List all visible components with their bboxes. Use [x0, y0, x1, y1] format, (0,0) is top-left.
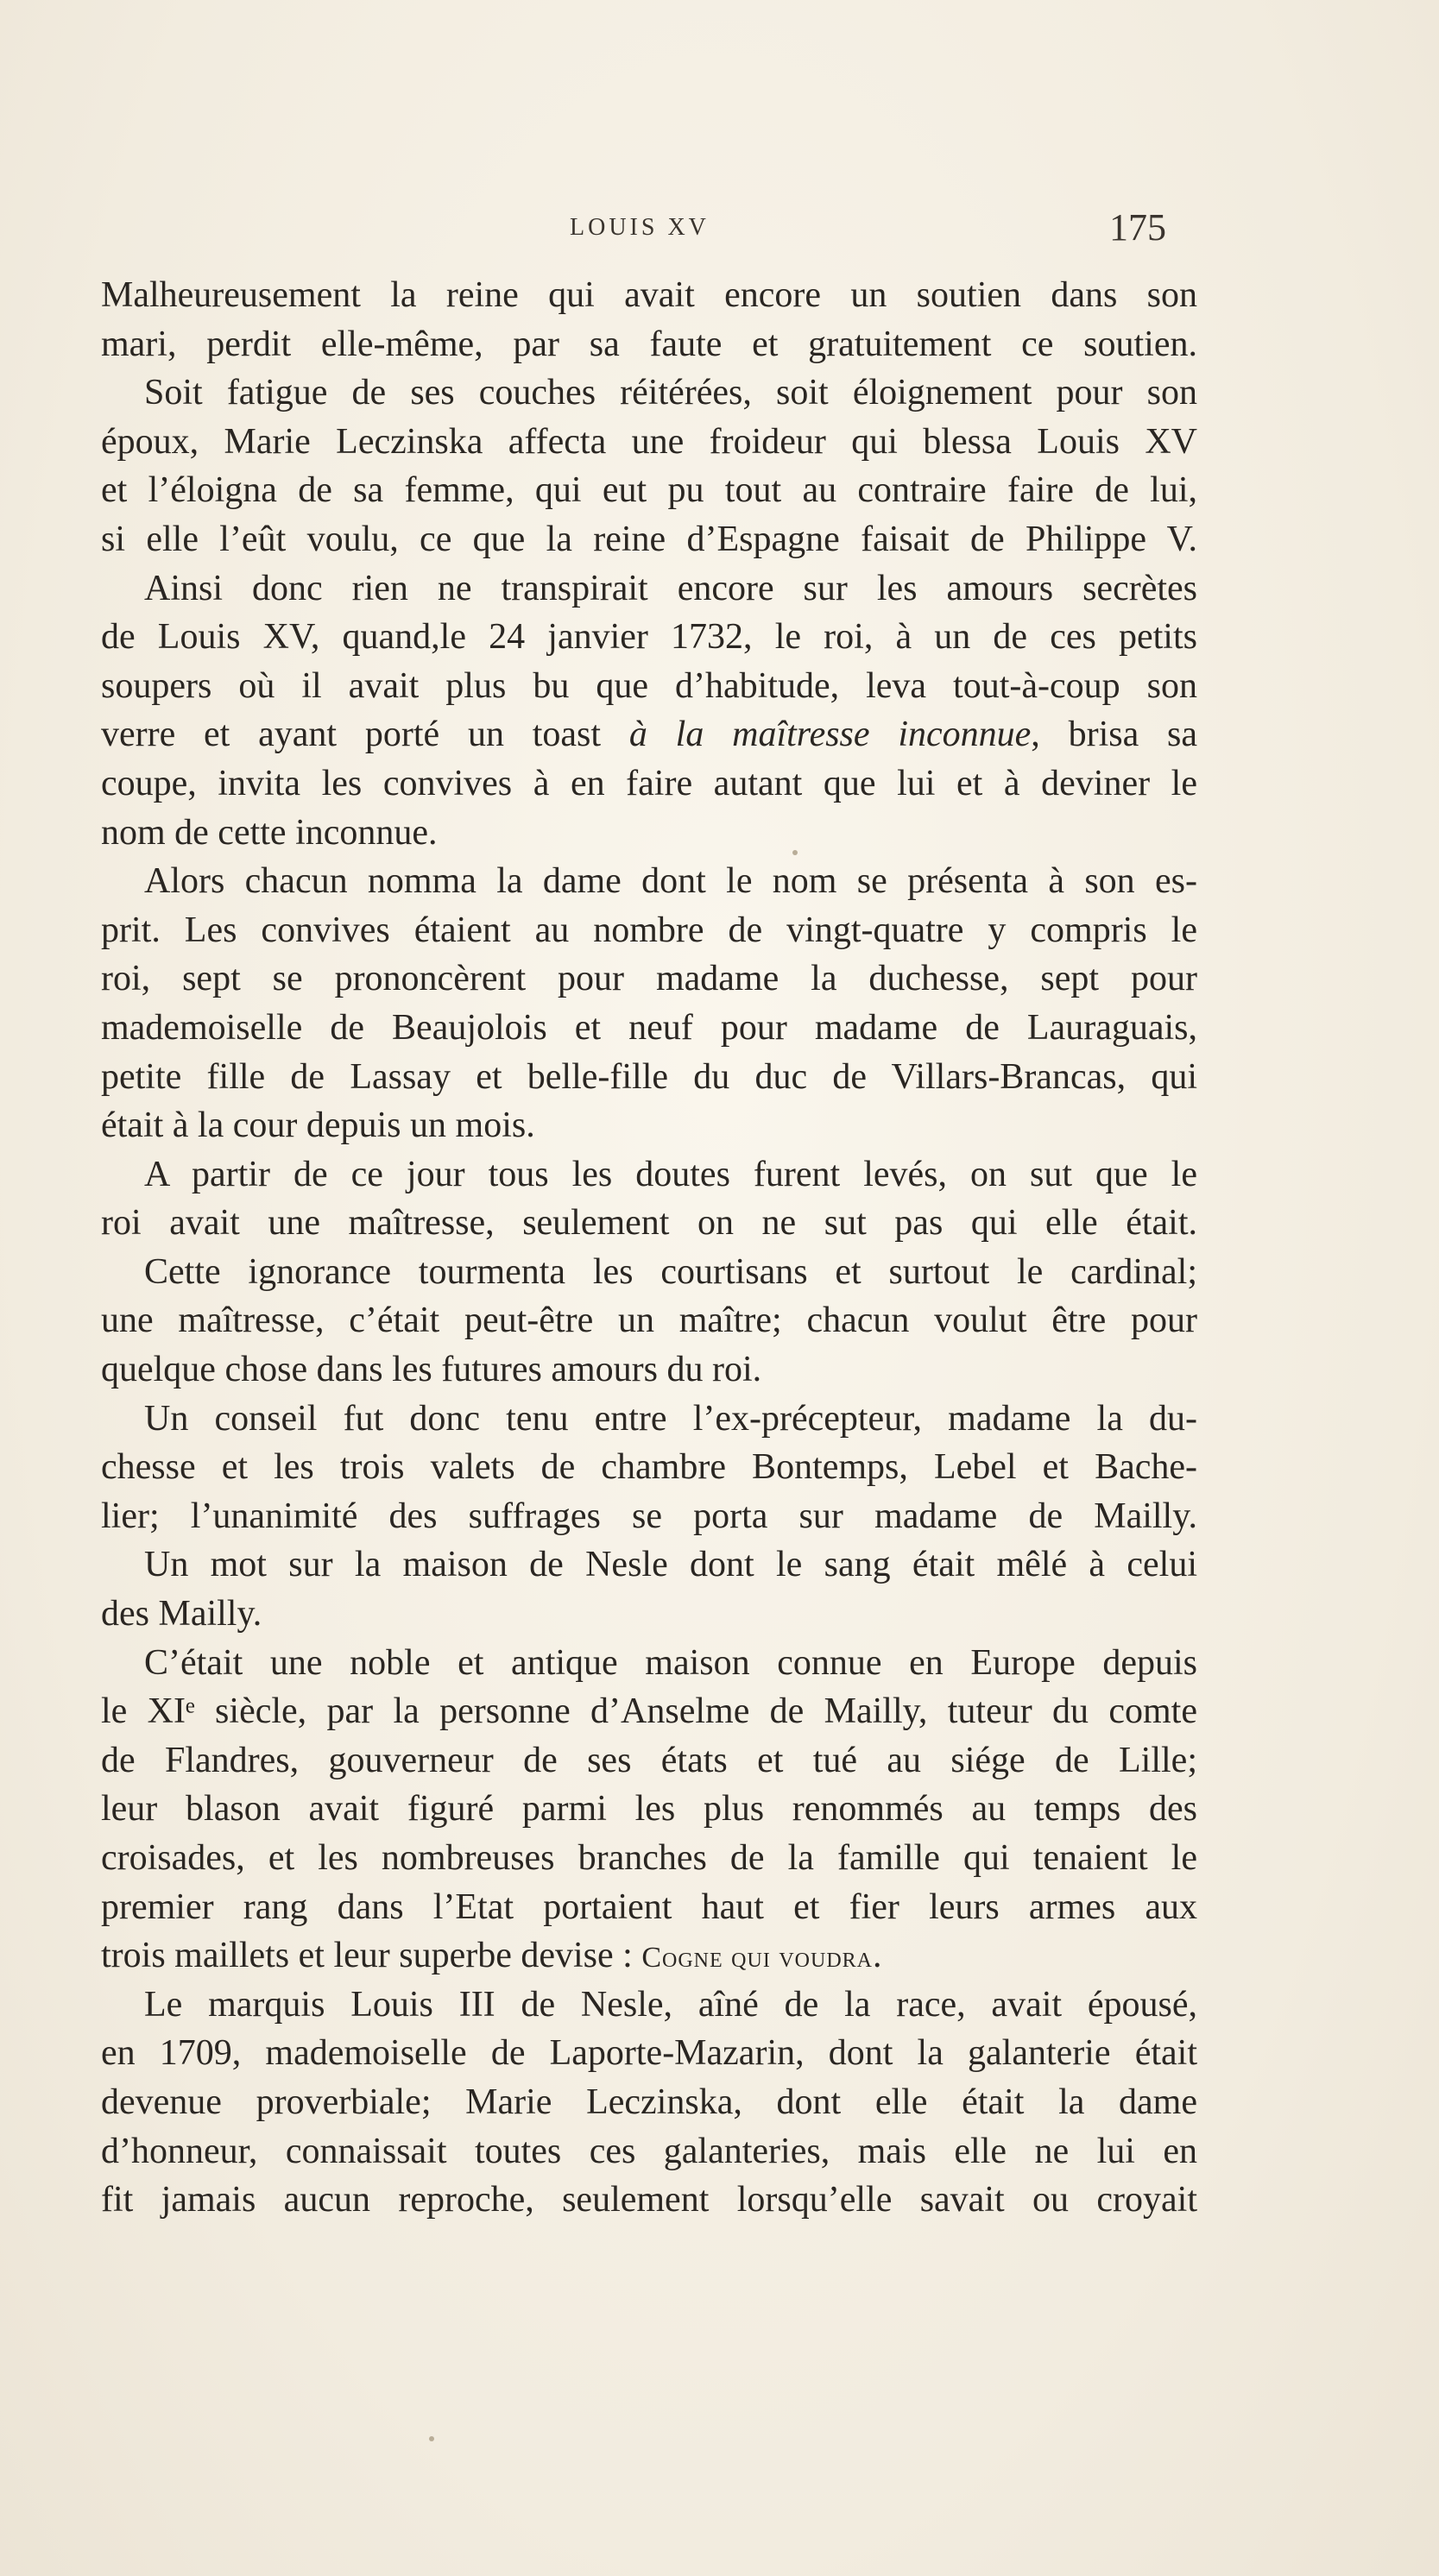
- text-line: quelque chose dans les futures amours du roi.: [101, 1350, 762, 1390]
- text-segment: verre et ayant porté un toast: [101, 715, 629, 755]
- text-line: Un conseil fut donc tenu entre l’ex-précepteur, madame la du-: [144, 1398, 1197, 1439]
- italic-phrase: à la maîtresse inconnue: [628, 715, 1032, 755]
- paper-speck: [792, 850, 798, 855]
- text-line: roi, sept se prononcèrent pour madame la duchesse, sept pour: [101, 959, 1197, 999]
- body-text: [101, 271, 1197, 2225]
- text-line: chesse et les trois valets de chambre Bontemps, Lebel et Bache-: [101, 1447, 1197, 1488]
- paper-speck: [429, 2436, 434, 2441]
- text-line: et l’éloigna de sa femme, qui eut pu tout au contraire faire de lui,: [101, 470, 1197, 511]
- text-line: fit jamais aucun reproche, seulement lorsqu’elle savait ou croyait: [101, 2180, 1197, 2220]
- text-line: Cette ignorance tourmenta les courtisans et surtout le cardinal;: [144, 1251, 1197, 1292]
- text-line: A partir de ce jour tous les doutes furent levés, on sut que le: [144, 1154, 1197, 1194]
- text-line: Le marquis Louis III de Nesle, aîné de la race, avait épousé,: [144, 1984, 1197, 2025]
- text-line: était à la cour depuis un mois.: [101, 1105, 535, 1146]
- text-line: mari, perdit elle-même, par sa faute et gratuitement ce soutien.: [101, 324, 1197, 364]
- text-line: de Louis XV, quand,le 24 janvier 1732, le roi, à un de ces petits: [101, 617, 1197, 658]
- text-line: lier; l’unanimité des suffrages se porta sur madame de Mailly.: [101, 1496, 1197, 1536]
- text-line: nom de cette inconnue.: [101, 812, 438, 853]
- text-line: Soit fatigue de ses couches réitérées, soit éloignement pour son: [144, 373, 1197, 413]
- text-line: Alors chacun nomma la dame dont le nom se présenta à son es-: [144, 861, 1197, 902]
- text-line: Malheureusement la reine qui avait encore un soutien dans son: [101, 275, 1197, 315]
- text-line: si elle l’eût voulu, ce que la reine d’Espagne faisait de Philippe V.: [101, 519, 1197, 559]
- text-segment: trois maillets et leur superbe devise :: [101, 1936, 642, 1976]
- text-line: mademoiselle de Beaujolois et neuf pour madame de Lauraguais,: [101, 1007, 1197, 1048]
- text-line: [101, 710, 1197, 759]
- text-line: croisades, et les nombreuses branches de la famille qui tenaient le: [101, 1838, 1197, 1878]
- text-line: premier rang dans l’Etat portaient haut et fier leurs armes aux: [101, 1886, 1197, 1927]
- text-line: soupers où il avait plus bu que d’habitude, leva tout-à-coup son: [101, 665, 1197, 706]
- text-line: le XIᵉ siècle, par la personne d’Anselme de Mailly, tuteur du comte: [101, 1691, 1197, 1732]
- text-line: [101, 1931, 1197, 1981]
- text-line: C’était une noble et antique maison connue en Europe depuis: [144, 1642, 1197, 1683]
- text-line: une maîtresse, c’était peut-être un maître; chacun voulut être pour: [101, 1301, 1197, 1341]
- text-line: de Flandres, gouverneur de ses états et tué au siége de Lille;: [101, 1740, 1197, 1780]
- text-line: Ainsi donc rien ne transpirait encore sur les amours secrètes: [144, 568, 1197, 608]
- text-segment: .: [873, 1936, 882, 1976]
- motto: Cogne qui voudra: [641, 1942, 874, 1975]
- text-line: petite fille de Lassay et belle-fille du duc de Villars-Brancas, qui: [101, 1056, 1197, 1097]
- running-title: LOUIS XV: [570, 214, 710, 241]
- text-line: d’honneur, connaissait toutes ces galanteries, mais elle ne lui en: [101, 2131, 1197, 2171]
- text-line: époux, Marie Leczinska affecta une froideur qui blessa Louis XV: [101, 421, 1197, 462]
- text-line: coupe, invita les convives à en faire autant que lui et à deviner le: [101, 763, 1197, 803]
- running-head: [0, 205, 1439, 257]
- text-line: prit. Les convives étaient au nombre de vingt-quatre y compris le: [101, 910, 1197, 950]
- text-line: roi avait une maîtresse, seulement on ne sut pas qui elle était.: [101, 1203, 1197, 1244]
- text-line: en 1709, mademoiselle de Laporte-Mazarin, dont la galanterie était: [101, 2033, 1197, 2074]
- text-line: devenue proverbiale; Marie Leczinska, dont elle était la dame: [101, 2082, 1197, 2122]
- page-number: 175: [1109, 206, 1166, 249]
- text-line: leur blason avait figuré parmi les plus renommés au temps des: [101, 1789, 1197, 1830]
- text-line: des Mailly.: [101, 1594, 262, 1634]
- text-line: Un mot sur la maison de Nesle dont le sang était mêlé à celui: [144, 1545, 1197, 1585]
- text-segment: , brisa sa: [1031, 715, 1197, 755]
